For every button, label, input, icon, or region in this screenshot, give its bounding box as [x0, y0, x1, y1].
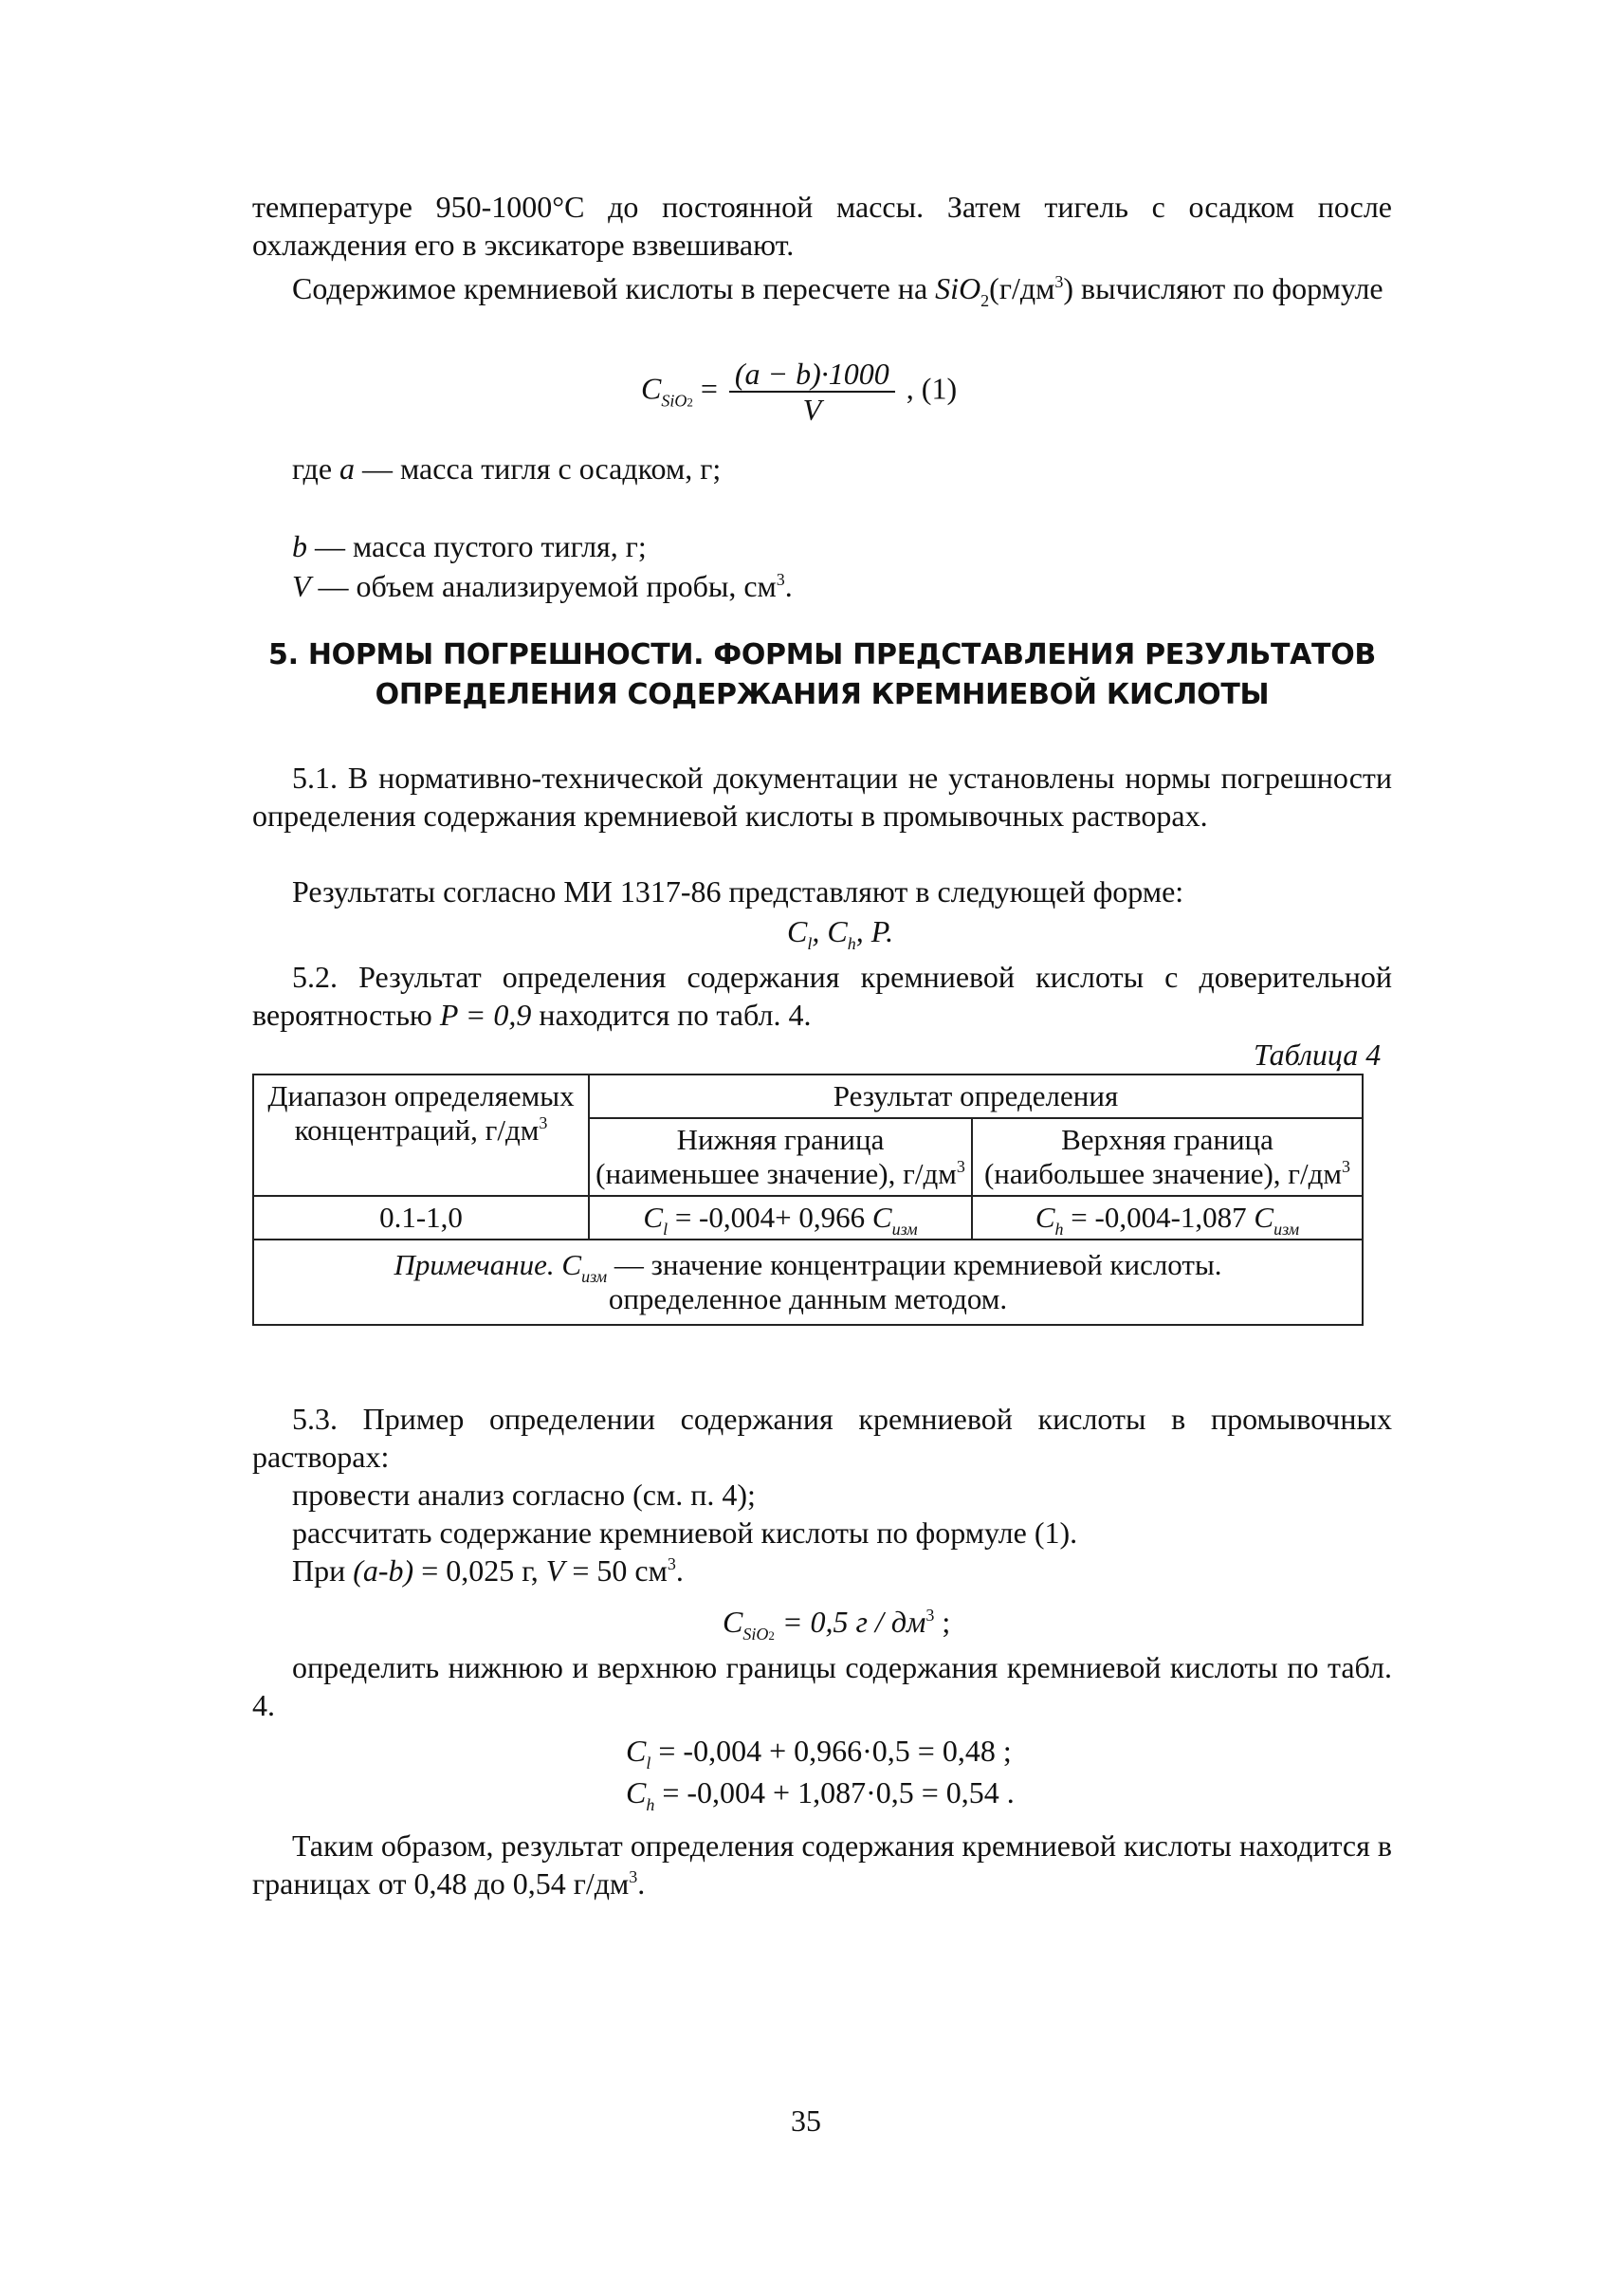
- units: (г/дм: [989, 271, 1055, 305]
- formula-numerator: (a − b)·1000: [729, 357, 895, 393]
- when-line: При (a-b) = 0,025 г, V = 50 $см^3$.: [292, 1553, 684, 1588]
- col-lower-header: Нижняя граница (наименьшее значение), $г/дм^3$: [589, 1118, 972, 1196]
- section-5-title-line2: ОПРЕДЕЛЕНИЯ СОДЕРЖАНИЯ КРЕМНИЕВОЙ КИСЛОТЫ: [375, 678, 1270, 711]
- where-b: b — масса пустого тигля, г;: [292, 529, 647, 563]
- conclusion: Таким образом, результат определения содержания кремниевой кислоты находится в границах от 0,48 до 0,54 $г/дм^3$.: [252, 1828, 1392, 1901]
- formula-lhs: C: [641, 371, 662, 406]
- step-2: рассчитать содержание кремниевой кислоты по формуле (1).: [292, 1515, 1078, 1550]
- intro-paragraph: [252, 188, 1392, 264]
- paragraph-5-2: 5.2. Результат определения содержания кремниевой кислоты с доверительной вероятностью P = 0,9 находится по табл. 4.: [252, 960, 1392, 1032]
- lower-cell: $C_l = -0,004+ 0,966$ $C_{изм}$: [589, 1196, 972, 1240]
- group-header: Результат определения: [589, 1075, 1363, 1118]
- col-range-header: Диапазон определяемых концентраций, $г/дм^3$: [253, 1075, 589, 1196]
- paragraph-5-3: 5.3. Пример определении содержания кремниевой кислоты в промывочных растворах:: [252, 1402, 1392, 1474]
- intro-text: Содержимое кремниевой кислоты в пересчете на: [292, 271, 928, 305]
- section-5-heading: [252, 635, 1392, 715]
- paragraph-5-1: 5.1. В нормативно-технической документации не установлены нормы погрешности определения содержания кремниевой кислоты в промывочных растворах.: [252, 761, 1392, 833]
- note-cell: Примечание. $C_{изм}$ — значение концентрации кремниевой кислоты. определенное данным методом.: [253, 1240, 1363, 1325]
- calc-upper: $C_h = -0,004 + 1,087\cdot 0,5 = 0,54$ .: [626, 1775, 1015, 1814]
- where-a: где a — масса тигля с осадком, г;: [292, 451, 722, 486]
- step-3: определить нижнюю и верхнюю границы содержания кремниевой кислоты по табл. 4.: [252, 1650, 1392, 1722]
- where-v: V — объем анализируемой пробы, $см^3$.: [292, 569, 793, 603]
- results-form: $C_l$, $C_h$, P.: [787, 914, 894, 953]
- step-1: провести анализ согласно (см. п. 4);: [292, 1478, 756, 1512]
- table-header-row: [253, 1075, 1363, 1118]
- range-cell: 0.1-1,0: [253, 1196, 589, 1240]
- formula-lhs-sub: SiO: [661, 391, 687, 411]
- formula-1: $C_{SiO2}$ = $\frac{(a - b)\cdot 1000}{V}$ , (1): [641, 357, 958, 427]
- intro-sio2-paragraph: Содержимое кремниевой кислоты в пересчете на $SiO_2(г/дм^3)$ вычисляют по формуле: [292, 271, 1383, 310]
- intro-after: ) вычисляют по формуле: [1063, 271, 1383, 305]
- table-row: [253, 1196, 1363, 1240]
- calc-lower: $C_l = -0,004 + 0,966\cdot 0,5 = 0,48$ ;: [626, 1734, 1012, 1773]
- formula-denominator: V: [802, 393, 822, 427]
- sio2-symbol: SiO: [935, 271, 981, 305]
- formula-fraction: [729, 357, 895, 427]
- col-upper-header: Верхняя граница (наибольшее значение), $г/дм^3$: [972, 1118, 1363, 1196]
- section-5-title-line1: 5. НОРМЫ ПОГРЕШНОСТИ. ФОРМЫ ПРЕДСТАВЛЕНИЯ РЕЗУЛЬТАТОВ: [268, 638, 1376, 671]
- page-number: 35: [791, 2103, 821, 2138]
- intro-line1: температуре 950-1000°С до постоянной массы. Затем тигель с осадком после охлаждения его в эксикаторе взвешивают.: [252, 190, 1392, 262]
- table-4-caption: Таблица 4: [1254, 1038, 1382, 1072]
- result-formula: $C_{SiO2} = 0,5$ г / $дм^3$ ;: [723, 1605, 951, 1644]
- results-line: Результаты согласно МИ 1317-86 представляют в следующей форме:: [292, 874, 1184, 909]
- table-4: [252, 1074, 1364, 1326]
- table-note-row: [253, 1240, 1363, 1325]
- formula-number: , (1): [906, 371, 958, 406]
- upper-cell: $C_h = -0,004-1,087$ $C_{изм}$: [972, 1196, 1363, 1240]
